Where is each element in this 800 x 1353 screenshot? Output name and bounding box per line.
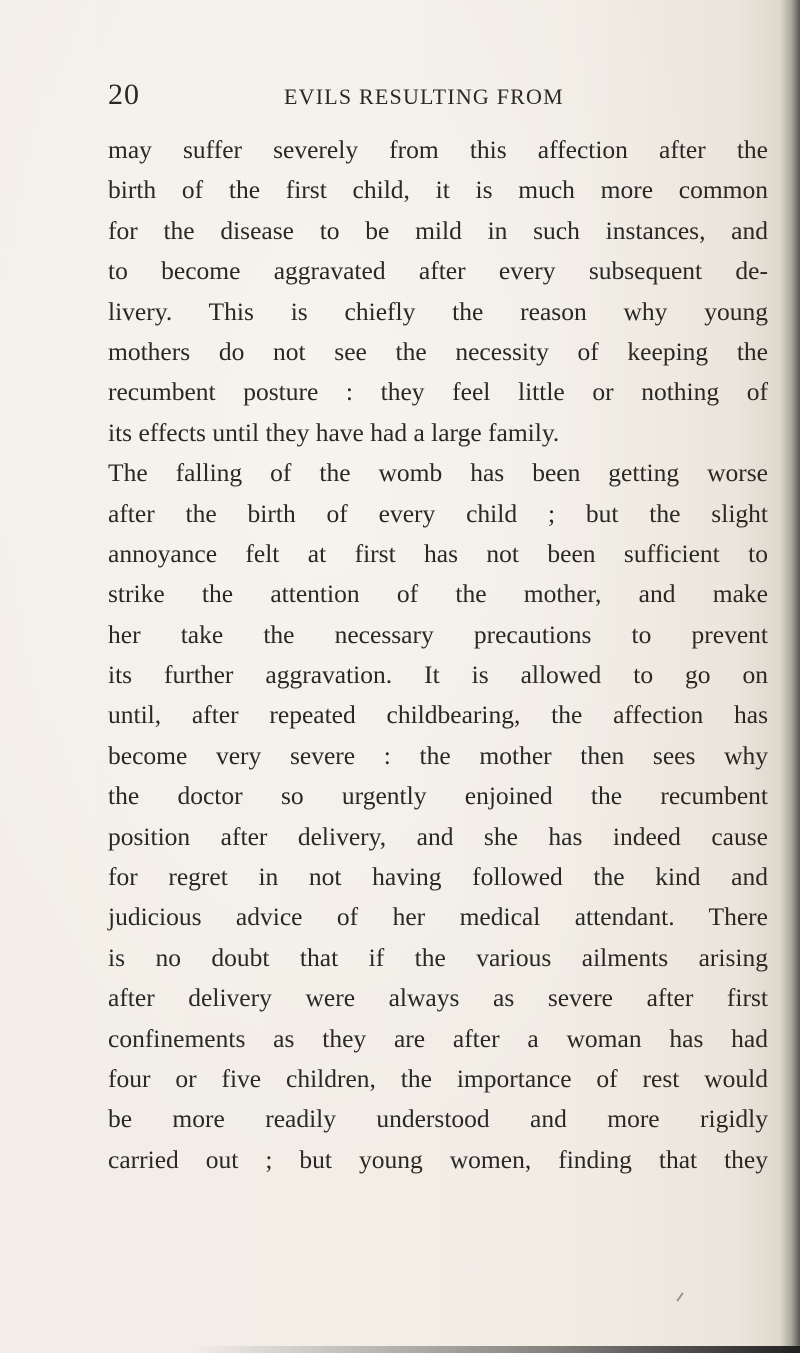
page-gutter-shadow <box>780 0 800 1353</box>
text-line: until, after repeated childbearing, the affection has <box>108 700 768 730</box>
page-header <box>108 78 768 118</box>
text-line: confinements as they are after a woman has had <box>108 1023 768 1053</box>
text-line: its effects until they have had a large family. <box>108 417 560 447</box>
text-line: four or five children, the importance of rest would <box>108 1063 768 1093</box>
text-line: may suffer severely from this affection after the <box>108 135 768 164</box>
text-line: The falling of the womb has been getting worse <box>108 458 768 488</box>
text-line: after delivery were always as severe after first <box>108 983 768 1013</box>
text-line: the doctor so urgently enjoined the recumbent <box>108 781 768 811</box>
text-line: livery. This is chiefly the reason why young <box>108 296 768 326</box>
text-line: be more readily understood and more rigidly <box>108 1104 768 1134</box>
text-line: after the birth of every child ; but the slight <box>108 498 768 528</box>
ink-mark <box>676 1292 683 1301</box>
page-bottom-edge <box>190 1346 800 1353</box>
text-line: for regret in not having followed the kind and <box>108 862 768 892</box>
text-line: its further aggravation. It is allowed to go on <box>108 660 768 690</box>
text-line: annoyance felt at first has not been sufficient to <box>108 538 768 568</box>
text-line: strike the attention of the mother, and make <box>108 579 768 609</box>
text-line: is no doubt that if the various ailments arising <box>108 942 768 972</box>
page-number: 20 <box>108 78 140 111</box>
text-line: her take the necessary precautions to prevent <box>108 619 768 649</box>
text-line: for the disease to be mild in such instances, and <box>108 215 768 245</box>
text-line: to become aggravated after every subsequent de- <box>108 256 768 286</box>
running-title: EVILS RESULTING FROM <box>284 84 564 109</box>
text-line: judicious advice of her medical attendant. There <box>108 902 768 932</box>
body-text <box>108 130 768 1180</box>
text-line: mothers do not see the necessity of keeping the <box>108 336 768 366</box>
text-line: recumbent posture : they feel little or nothing of <box>108 377 768 407</box>
text-line: carried out ; but young women, finding that they <box>108 1144 768 1174</box>
text-line: birth of the first child, it is much more common <box>108 175 768 205</box>
text-line: become very severe : the mother then sees why <box>108 740 768 770</box>
text-line: position after delivery, and she has indeed cause <box>108 821 768 851</box>
